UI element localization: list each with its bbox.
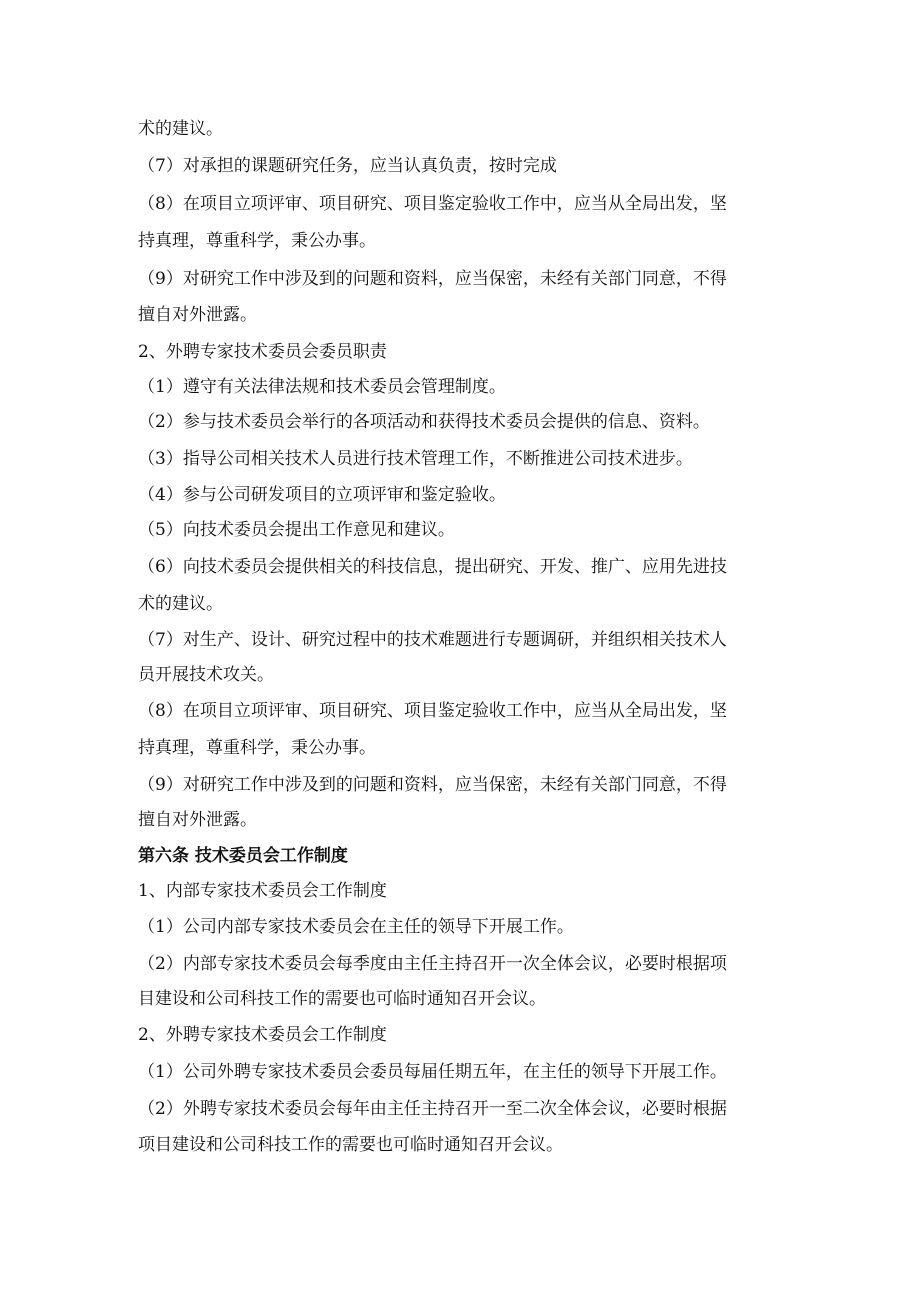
text-line: 擅自对外泄露。: [138, 305, 257, 325]
text-line: 项目建设和公司科技工作的需要也可临时通知召开会议。: [138, 1135, 563, 1155]
text-line: 术的建议。: [138, 119, 223, 139]
text-line: （5）向技术委员会提出工作意见和建议。: [138, 520, 455, 540]
text-line: （9）对研究工作中涉及到的问题和资料，应当保密，未经有关部门同意，不得: [138, 775, 727, 795]
text-line: （8）在项目立项评审、项目研究、项目鉴定验收工作中，应当从全局出发，坚: [138, 701, 727, 721]
article-heading: 第六条 技术委员会工作制度: [138, 846, 348, 866]
section-heading: 2、外聘专家技术委员会工作制度: [138, 1025, 387, 1045]
text-line: （4）参与公司研发项目的立项评审和鉴定验收。: [138, 485, 506, 505]
text-line: （2）外聘专家技术委员会每年由主任主持召开一至二次全体会议，必要时根据: [138, 1099, 727, 1119]
text-line: （1）遵守有关法律法规和技术委员会管理制度。: [138, 377, 506, 397]
text-line: 目建设和公司科技工作的需要也可临时通知召开会议。: [138, 989, 546, 1009]
text-line: 持真理，尊重科学，秉公办事。: [138, 738, 376, 758]
text-line: （9）对研究工作中涉及到的问题和资料，应当保密，未经有关部门同意，不得: [138, 269, 727, 289]
text-line: （6）向技术委员会提供相关的科技信息，提出研究、开发、推广、应用先进技: [138, 557, 727, 577]
text-line: 术的建议。: [138, 594, 223, 614]
text-line: （1）公司内部专家技术委员会在主任的领导下开展工作。: [138, 917, 574, 937]
text-line: 持真理，尊重科学，秉公办事。: [138, 231, 376, 251]
section-heading: 2、外聘专家技术委员会委员职责: [138, 342, 387, 362]
text-line: （1）公司外聘专家技术委员会委员每届任期五年，在主任的领导下开展工作。: [138, 1062, 727, 1082]
text-line: 员开展技术攻关。: [138, 665, 274, 685]
section-heading: 1、内部专家技术委员会工作制度: [138, 881, 387, 901]
text-line: （3）指导公司相关技术人员进行技术管理工作，不断推进公司技术进步。: [138, 449, 693, 469]
text-line: 擅自对外泄露。: [138, 810, 257, 830]
text-line: （7）对生产、设计、研究过程中的技术难题进行专题调研，并组织相关技术人: [138, 630, 727, 650]
text-line: （8）在项目立项评审、项目研究、项目鉴定验收工作中，应当从全局出发，坚: [138, 194, 727, 214]
text-line: （7）对承担的课题研究任务，应当认真负责，按时完成: [138, 156, 557, 176]
text-line: （2）内部专家技术委员会每季度由主任主持召开一次全体会议，必要时根据项: [138, 954, 727, 974]
text-line: （2）参与技术委员会举行的各项活动和获得技术委员会提供的信息、资料。: [138, 412, 710, 432]
